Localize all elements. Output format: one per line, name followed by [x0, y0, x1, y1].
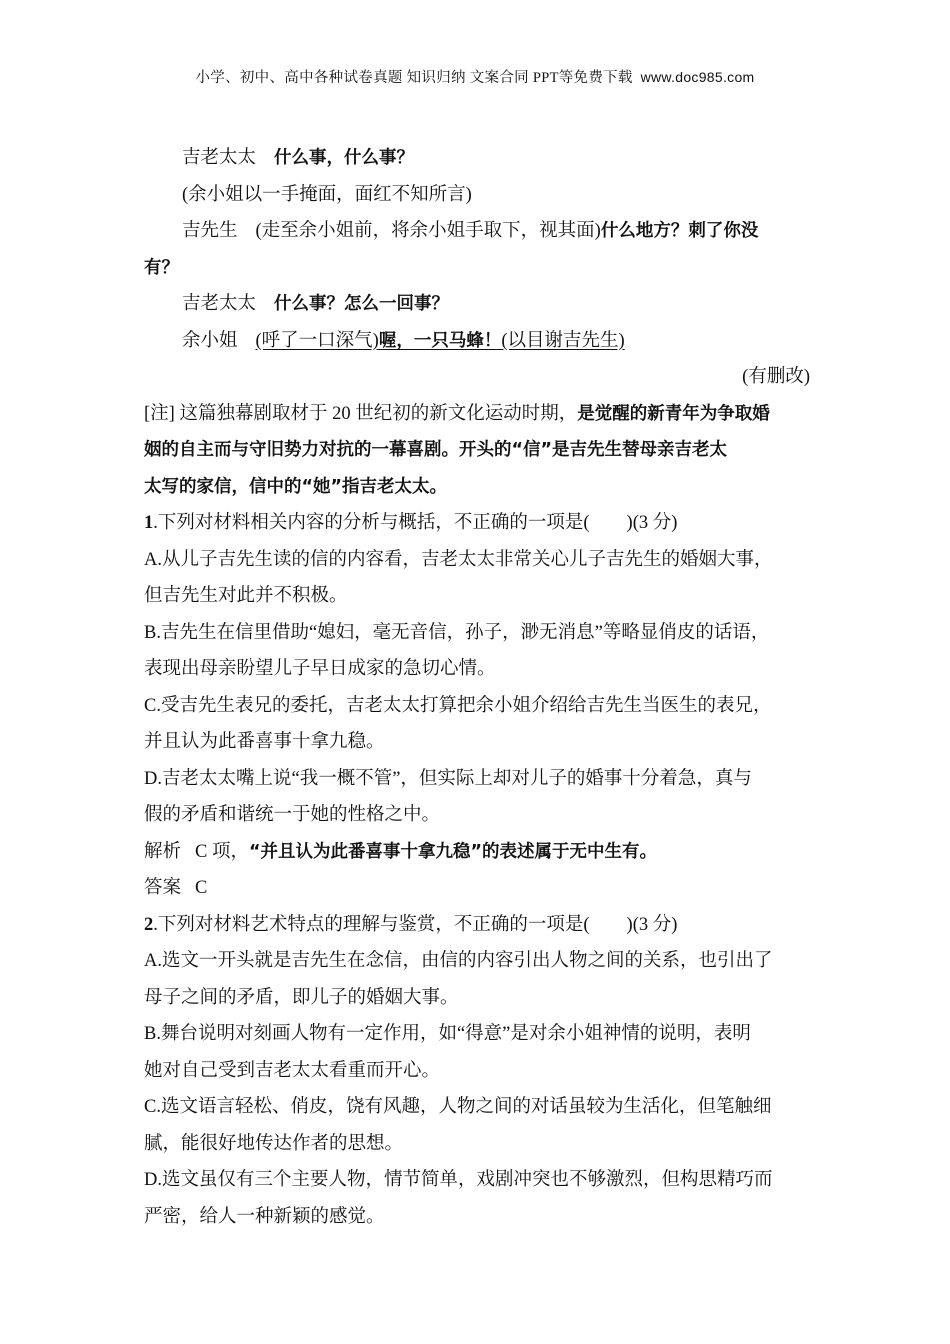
dialogue: 有？ — [144, 257, 179, 278]
analysis-label: 解析 — [144, 841, 182, 862]
question-number: 2 — [144, 914, 154, 935]
option-d-continued — [144, 797, 810, 834]
option-b-continued — [144, 1053, 810, 1090]
option-a — [144, 943, 810, 980]
dialogue: 什么事，什么事？ — [274, 148, 415, 168]
option-c — [144, 688, 810, 725]
speaker-name: 吉老太太 — [182, 148, 257, 168]
option-a-continued — [144, 980, 810, 1017]
analysis — [144, 834, 810, 871]
option-d — [144, 1162, 810, 1199]
source-note — [144, 359, 810, 396]
answer — [144, 870, 810, 907]
page-header — [0, 66, 950, 87]
question-stem — [144, 505, 810, 542]
option-text: 表现出母亲盼望儿子早日成家的急切心情。 — [144, 659, 496, 679]
option-text: 但吉先生对此并不积极。 — [144, 586, 348, 606]
option-a-continued — [144, 578, 810, 615]
source-note-text: (有删改) — [742, 367, 810, 387]
stage-direction-text: (以目谢吉先生) — [501, 330, 625, 351]
header-text: 小学、初中、高中各种试卷真题 知识归纳 文案合同 PPT等免费下载 — [195, 70, 633, 86]
option-c-continued — [144, 1126, 810, 1163]
question-number: 1 — [144, 513, 154, 533]
question-text: .下列对材料艺术特点的理解与鉴赏，不正确的一项是( )(3 分) — [153, 914, 678, 935]
option-text: 她对自己受到吉老太太看重而开心。 — [144, 1060, 441, 1081]
question-stem — [144, 907, 810, 944]
option-text: A.选文一开头就是吉先生在念信，由信的内容引出人物之间的关系，也引出了 — [144, 951, 773, 971]
option-c — [144, 1089, 810, 1126]
stage-direction-text: (余小姐以一手掩面，面红不知所言) — [182, 184, 472, 205]
note-text-bold: 姻的自主而与守旧势力对抗的一幕喜剧。开头的“信”是吉先生替母亲吉老太 — [144, 440, 728, 460]
option-b — [144, 615, 810, 652]
option-b-continued — [144, 651, 810, 688]
option-text: B.舞台说明对刻画人物有一定作用，如“得意”是对余小姐神情的说明，表明 — [144, 1024, 751, 1044]
header-site: www.doc985.com — [640, 69, 755, 85]
option-d — [144, 761, 810, 798]
note-text: 这篇独幕剧取材于 20 世纪初的新文化运动时期， — [174, 403, 578, 424]
stage-direction-text: (呼了一口深气) — [255, 330, 379, 351]
script-line — [144, 140, 810, 177]
editor-note-continued — [144, 469, 810, 506]
analysis-item: C 项， — [195, 841, 249, 862]
dialogue: 什么地方？刺了你没 — [600, 221, 759, 241]
note-text-bold: 是觉醒的新青年为争取婚 — [577, 403, 770, 424]
stage-direction — [144, 177, 810, 214]
option-text: D.选文虽仅有三个主要人物，情节简单，戏剧冲突也不够激烈，但构思精巧而 — [144, 1170, 773, 1190]
option-text: 腻，能很好地传达作者的思想。 — [144, 1133, 404, 1154]
question-text: .下列对材料相关内容的分析与概括，不正确的一项是( )(3 分) — [153, 513, 678, 533]
option-d-continued — [144, 1199, 810, 1236]
analysis-text: “并且认为此番喜事十拿九稳”的表述属于无中生有。 — [248, 841, 657, 862]
script-line — [144, 213, 810, 250]
speaker-name: 余小姐 — [182, 330, 238, 351]
option-a — [144, 542, 810, 579]
script-line — [144, 286, 810, 323]
underlined-passage — [256, 331, 625, 351]
option-text: A.从儿子吉先生读的信的内容看，吉老太太非常关心儿子吉先生的婚姻大事， — [144, 549, 773, 570]
editor-note — [144, 396, 810, 433]
stage-direction-text: (走至余小姐前，将余小姐手取下，视其面) — [255, 221, 601, 241]
option-text: D.吉老太太嘴上说“我一概不管”，但实际上却对儿子的婚事十分着急，真与 — [144, 768, 752, 789]
dialogue: 喔，一只马蜂！ — [378, 330, 502, 351]
note-label: [注] — [144, 403, 175, 424]
option-text: C.选文语言轻松、俏皮，饶有风趣，人物之间的对话虽较为生活化，但笔触细 — [144, 1097, 772, 1117]
speaker-name: 吉老太太 — [182, 294, 257, 314]
answer-value: C — [195, 878, 208, 898]
option-text: C.受吉先生表兄的委托，吉老太太打算把余小姐介绍给吉先生当医生的表兄， — [144, 695, 772, 716]
answer-label: 答案 — [144, 878, 182, 898]
option-text: B.吉先生在信里借助“媳妇，毫无音信，孙子，渺无消息”等略显俏皮的话语， — [144, 622, 770, 643]
option-text: 母子之间的矛盾，即儿子的婚姻大事。 — [144, 987, 459, 1008]
option-text: 并且认为此番喜事十拿九稳。 — [144, 732, 385, 752]
editor-note-continued — [144, 432, 810, 469]
option-text: 严密，给人一种新颖的感觉。 — [144, 1206, 385, 1227]
script-line-continued — [144, 250, 810, 287]
dialogue: 什么事？怎么一回事？ — [274, 294, 450, 314]
document-body — [144, 140, 810, 1235]
option-c-continued — [144, 724, 810, 761]
script-line — [144, 323, 810, 360]
note-text-bold: 太写的家信，信中的“她”指吉老太太。 — [144, 476, 448, 497]
option-b — [144, 1016, 810, 1053]
speaker-name: 吉先生 — [182, 221, 238, 241]
option-text: 假的矛盾和谐统一于她的性格之中。 — [144, 805, 441, 825]
